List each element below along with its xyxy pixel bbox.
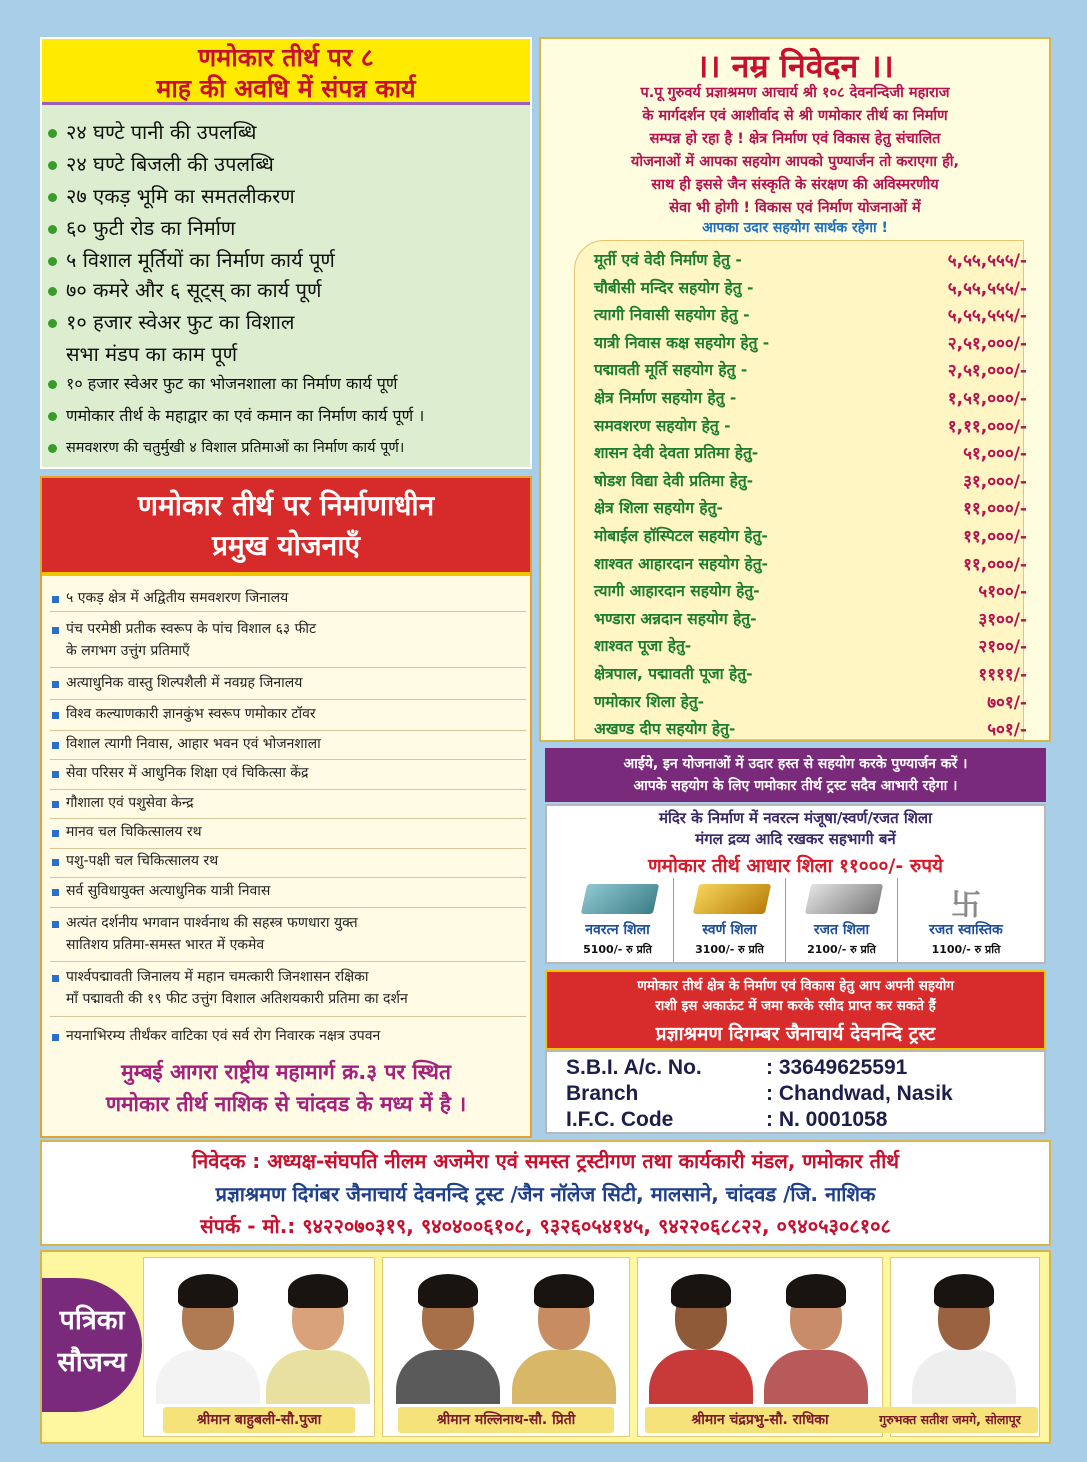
completed-title-line1: णमोकार तीर्थ पर ८ — [198, 43, 374, 72]
list-item: सर्व सुविधायुक्त अत्याधुनिक यात्री निवास — [66, 883, 271, 899]
donation-label: त्यागी आहारदान सहयोग हेतु- — [594, 582, 760, 601]
donation-amount: ५,५५,५५५/- — [947, 251, 1027, 271]
list-item: ६० फुटी रोड का निर्माण — [48, 216, 235, 240]
divider — [50, 907, 526, 908]
list-item: मानव चल चिकित्सालय रथ — [66, 824, 202, 840]
divider — [50, 1016, 526, 1017]
bullet-icon — [48, 380, 57, 389]
donation-label: शाश्वत पूजा हेतु- — [594, 637, 692, 656]
sponsor-caption: श्रीमान मल्लिनाथ-सौ. प्रिती — [398, 1407, 614, 1433]
list-item: १० हजार स्वेअर फुट का भोजनशाला का निर्माण कार्य पूर्ण — [48, 372, 397, 396]
location-line2: णमोकार तीर्थ नाशिक से चांदवड के मध्य में है । — [105, 1092, 467, 1116]
divider — [50, 759, 526, 760]
avatar — [645, 1268, 757, 1404]
bank-line1: णमोकार तीर्थ क्षेत्र के निर्माण एवं विकास हेतु आप अपनी सहयोग — [637, 978, 954, 994]
bullet-icon — [52, 975, 59, 982]
bullet-icon — [52, 889, 59, 896]
bullet-icon — [52, 1034, 59, 1041]
divider — [50, 667, 526, 668]
bank-value: : 33649625591 — [766, 1056, 908, 1079]
avatar — [262, 1268, 374, 1404]
list-item: सेवा परिसर में आधुनिक शिक्षा एवं चिकित्सा केंद्र — [66, 765, 309, 781]
list-item: नयनाभिरम्य तीर्थंकर वाटिका एवं सर्व रोग निवारक नक्षत्र उपवन — [66, 1028, 381, 1044]
shila-price: 1100/- रु प्रति — [931, 943, 1001, 956]
shila-headline: णमोकार तीर्थ आधार शिला ११०००/- रुपये — [647, 855, 944, 877]
list-item-continuation: के लगभग उत्तुंग प्रतिमाएँ — [66, 643, 190, 659]
shila-item-swarna — [674, 878, 786, 962]
bullet-icon — [52, 801, 59, 808]
patrika-line1: पत्रिका — [59, 1305, 125, 1336]
bullet-icon — [48, 225, 57, 234]
list-item: विशाल त्यागी निवास, आहार भवन एवं भोजनशाला — [66, 736, 321, 752]
nivedan-line: प.पू गुरुवर्य प्रज्ञाश्रमण आचार्य श्री १०८ देवनन्दिजी महाराज — [640, 85, 950, 101]
gold-bar-icon — [693, 884, 771, 914]
donation-amount: ५०१/- — [987, 720, 1027, 741]
shila-name: रजत स्वास्तिक — [929, 922, 1003, 938]
donation-amount: ७०१/- — [987, 692, 1027, 713]
bullet-icon — [48, 444, 57, 453]
shila-name: रजत शिला — [813, 922, 870, 938]
bullet-icon — [52, 921, 59, 928]
list-item: २४ घण्टे बिजली की उपलब्धि — [48, 152, 274, 176]
bullet-icon — [48, 319, 57, 328]
shila-item-rajat — [786, 878, 898, 962]
list-item: णमोकार तीर्थ के महाद्वार का एवं कमान का निर्माण कार्य पूर्ण । — [48, 404, 424, 428]
donation-label: चौबीसी मन्दिर सहयोग हेतु - — [594, 278, 754, 297]
shila-price: 3100/- रु प्रति — [695, 943, 764, 956]
list-item: १० हजार स्वेअर फुट का विशाल — [48, 310, 294, 334]
donation-label: क्षेत्र निर्माण सहयोग हेतु - — [594, 389, 737, 407]
shila-item-navratna — [562, 878, 674, 962]
donation-amount: २१००/- — [978, 637, 1027, 658]
list-item: समवशरण की चतुर्मुखी ४ विशाल प्रतिमाओं का निर्माण कार्य पूर्ण। — [48, 436, 404, 460]
nivedan-last-line: आपका उदार सहयोग सार्थक रहेगा ! — [702, 220, 888, 236]
donation-amount: ५,५५,५५५/- — [947, 278, 1027, 299]
donation-amount: ५,५५,५५५/- — [947, 306, 1027, 327]
plans-title-line1: णमोकार तीर्थ पर निर्माणाधीन — [137, 489, 435, 522]
bank-trust-name: प्रज्ञाश्रमण दिगम्बर जैनाचार्य देवनन्दि ट्रस्ट — [655, 1023, 936, 1045]
donation-label: समवशरण सहयोग हेतु - — [594, 416, 731, 435]
donation-amount: ५१,०००/- — [963, 444, 1027, 465]
bank-line2: राशी इस अकाऊंट में जमा करके रसीद प्राप्त कर सकते हैं — [655, 998, 936, 1014]
list-item-continuation: माँ पद्मावती की १९ फीट उत्तुंग विशाल अतिशयकारी प्रतिमा का दर्शन — [66, 991, 408, 1007]
avatar — [392, 1268, 504, 1404]
nivedan-line: सेवा भी होगी ! विकास एवं निर्माण योजनाओं में — [669, 200, 921, 216]
list-item-continuation: सातिशय प्रतिमा-समस्त भारत में एकमेव — [66, 937, 265, 953]
donation-label: शासन देवी देवता प्रतिमा हेतु- — [594, 444, 759, 463]
completed-title-line2: माह की अवधि में संपन्न कार्य — [156, 74, 416, 103]
plans-title-line2: प्रमुख योजनाएँ — [212, 529, 360, 562]
donation-amount: ११,०००/- — [963, 554, 1027, 575]
donation-amount: २,५१,०००/- — [947, 361, 1027, 382]
list-item: ५ एकड़ क्षेत्र में अद्वितीय समवशरण जिनालय — [66, 590, 289, 606]
shila-name: स्वर्ण शिला — [702, 922, 757, 938]
divider — [50, 848, 526, 849]
donation-amount: ११११/- — [978, 665, 1027, 685]
donation-label: क्षेत्र शिला सहयोग हेतु- — [594, 499, 723, 518]
donation-amount: १,११,०००/- — [947, 416, 1027, 437]
bank-label: I.F.C. Code — [566, 1108, 674, 1131]
donation-label: शाश्वत आहारदान सहयोग हेतु- — [594, 554, 768, 573]
donation-amount: २,५१,०००/- — [947, 333, 1027, 354]
navratna-bar-icon — [581, 884, 659, 914]
nivedan-title: ।। नम्र निवेदन ।। — [696, 47, 894, 85]
swastika-icon: 卐 — [951, 888, 981, 923]
nivedan-text — [545, 82, 1045, 220]
bullet-icon — [48, 257, 57, 266]
bank-label: S.B.I. A/c. No. — [566, 1056, 702, 1079]
sponsor-caption: श्रीमान चंद्रप्रभु-सौ. राधिका — [645, 1407, 875, 1433]
bullet-icon — [48, 129, 57, 138]
donation-label: क्षेत्रपाल, पद्मावती पूजा हेतु- — [594, 665, 753, 683]
appeal-line2: आपके सहयोग के लिए णमोकार तीर्थ ट्रस्ट सदैव आभारी रहेगा । — [633, 778, 958, 794]
bullet-icon — [52, 742, 59, 749]
donation-amount: ३१,०००/- — [963, 471, 1027, 492]
shila-name: नवरत्न शिला — [585, 922, 650, 938]
donation-label: अखण्ड दीप सहयोग हेतु- — [594, 720, 736, 739]
donation-label: पद्मावती मूर्ति सहयोग हेतु - — [594, 361, 748, 380]
divider — [50, 877, 526, 878]
donation-label: त्यागी निवासी सहयोग हेतु - — [594, 306, 750, 325]
list-item: अत्यंत दर्शनीय भगवान पार्श्वनाथ की सहस्त्र फणधारा युक्त — [66, 915, 358, 931]
list-item-continuation: सभा मंडप का काम पूर्ण — [66, 342, 238, 366]
nivedan-line: के मार्गदर्शन एवं आशीर्वाद से श्री णमोकार तीर्थ का निर्माण — [642, 108, 948, 124]
nivedan-line: योजनाओं में आपका सहयोग आपको पुण्यार्जन तो कराएगा ही, — [630, 154, 960, 170]
nivedan-line: साथ ही इससे जैन संस्कृति के संरक्षण की अविस्मरणीय — [651, 177, 939, 193]
donation-label: भण्डारा अन्नदान सहयोग हेतु- — [594, 609, 757, 628]
divider — [50, 730, 526, 731]
plans-title — [42, 478, 530, 576]
appeal-line1: आईये, इन योजनाओं में उदार हस्त से सहयोग करके पुण्यार्जन करें । — [623, 756, 968, 772]
avatar — [908, 1268, 1020, 1404]
shila-line1: मंदिर के निर्माण में नवरत्न मंजूषा/स्वर्ण/रजत शिला — [658, 809, 932, 827]
silver-bar-icon — [805, 884, 883, 914]
shila-price: 2100/- रु प्रति — [807, 943, 876, 956]
bullet-icon — [48, 412, 57, 421]
list-item: अत्याधुनिक वास्तु शिल्पशैली में नवग्रह जिनालय — [66, 675, 303, 691]
list-item: पशु-पक्षी चल चिकित्सालय रथ — [66, 853, 219, 869]
bullet-icon — [52, 771, 59, 778]
bullet-icon — [52, 596, 59, 603]
donation-label: यात्री निवास कक्ष सहयोग हेतु - — [594, 333, 770, 352]
shila-line2: मंगल द्रव्य आदि रखकर सहभागी बनें — [695, 830, 896, 848]
donation-label: षोडश विद्या देवी प्रतिमा हेतु- — [594, 471, 754, 490]
donation-amount: ११,०००/- — [963, 499, 1027, 520]
bullet-icon — [52, 627, 59, 634]
divider — [50, 611, 526, 612]
bullet-icon — [52, 859, 59, 866]
donation-label: मोबाईल हॉस्पिटल सहयोग हेतु- — [594, 527, 768, 545]
shila-item-swastik — [898, 878, 1034, 962]
location-text — [42, 1056, 530, 1120]
bank-value: : N. 0001058 — [766, 1108, 888, 1131]
location-line1: मुम्बई आगरा राष्ट्रीय महामार्ग क्र.३ पर स्थित — [121, 1060, 451, 1084]
donation-amount: ३१००/- — [978, 609, 1027, 630]
list-item: पंच परमेष्ठी प्रतीक स्वरूप के पांच विशाल ६३ फीट — [66, 621, 317, 637]
shila-price: 5100/- रु प्रति — [583, 943, 652, 956]
donation-label: णमोकार शिला हेतु- — [594, 692, 705, 711]
nivedan-line: सम्पन्न हो रहा है ! क्षेत्र निर्माण एवं विकास हेतु संचालित — [649, 131, 941, 147]
bank-value: : Chandwad, Nasik — [766, 1082, 953, 1105]
bullet-icon — [48, 287, 57, 296]
appeal-banner — [545, 748, 1046, 802]
sponsor-caption: गुरुभक्त सतीश जमगे, सोलापूर — [862, 1407, 1038, 1433]
completed-works-title — [42, 39, 530, 105]
divider — [50, 961, 526, 962]
list-item: २४ घण्टे पानी की उपलब्धि — [48, 120, 256, 144]
sponsor-caption: श्रीमान बाहुबली-सौ.पुजा — [163, 1407, 355, 1433]
footer-line2: प्रज्ञाश्रमण दिगंबर जैनाचार्य देवनन्दि ट्रस्ट /जैन नॉलेज सिटी, मालसाने, चांदवड /जि. नाशिक — [215, 1182, 876, 1206]
list-item: गौशाला एवं पशुसेवा केन्द्र — [66, 795, 194, 811]
avatar — [152, 1268, 264, 1404]
footer-contact: संपर्क - मो.: ९४२२०७०३१९, ९४०४००६१०८, ९३२६०५४१४५, ९४२२०६८८२२, ०९४०५३०८१०८ — [200, 1214, 891, 1238]
list-item: विश्व कल्याणकारी ज्ञानकुंभ स्वरूप णमोकार टॉवर — [66, 706, 316, 722]
donation-amount: ५१००/- — [978, 582, 1027, 603]
donation-amount: ११,०००/- — [963, 527, 1027, 547]
donation-amount: १,५१,०००/- — [947, 389, 1027, 409]
footer-line1: निवेदक : अध्यक्ष-संघपति नीलम अजमेरा एवं समस्त ट्रस्टीगण तथा कार्यकारी मंडल, णमोकार तीर्थ — [191, 1149, 900, 1173]
bullet-icon — [48, 193, 57, 202]
divider — [50, 789, 526, 790]
avatar — [508, 1268, 620, 1404]
patrika-line2: सौजन्य — [57, 1347, 127, 1378]
donation-label: मूर्ती एवं वेदी निर्माण हेतु - — [594, 251, 742, 269]
avatar — [760, 1268, 872, 1404]
list-item: २७ एकड़ भूमि का समतलीकरण — [48, 184, 295, 208]
list-item: ७० कमरे और ६ सूट्स् का कार्य पूर्ण — [48, 278, 321, 302]
divider — [50, 699, 526, 700]
bullet-icon — [52, 830, 59, 837]
bullet-icon — [48, 161, 57, 170]
divider — [50, 818, 526, 819]
list-item: पार्श्वपद्मावती जिनालय में महान चमत्कारी जिनशासन रक्षिका — [66, 969, 369, 985]
bullet-icon — [52, 681, 59, 688]
bullet-icon — [52, 712, 59, 719]
bank-label: Branch — [566, 1082, 639, 1105]
list-item: ५ विशाल मूर्तियों का निर्माण कार्य पूर्ण — [48, 248, 335, 272]
